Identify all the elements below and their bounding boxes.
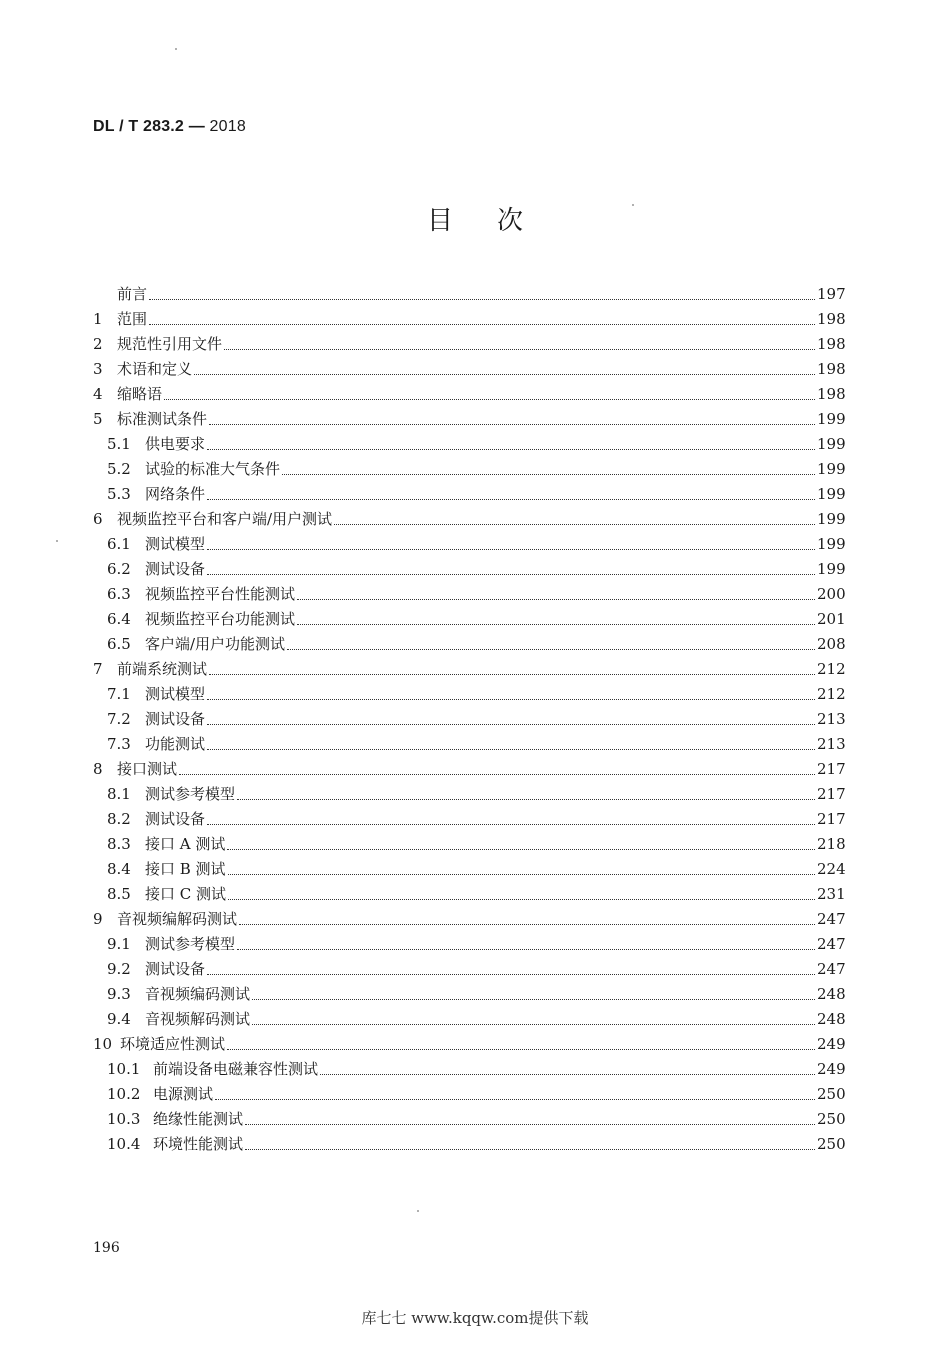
toc-leader-dots: [207, 699, 815, 700]
toc-entry-page: 217: [817, 810, 846, 828]
toc-entry-number: 8.5: [107, 885, 131, 903]
toc-entry-number: 9.2: [107, 960, 131, 978]
toc-leader-dots: [245, 1124, 815, 1125]
toc-entry-page: 250: [817, 1085, 846, 1103]
toc-entry-page: 208: [817, 635, 846, 653]
toc-entry-number: 9: [93, 910, 103, 928]
toc-entry-page: 199: [817, 560, 846, 578]
toc-entry[interactable]: [93, 332, 845, 357]
toc-entry-page: 217: [817, 785, 846, 803]
toc-entry-number: 9.3: [107, 985, 131, 1003]
toc-entry[interactable]: [93, 882, 845, 907]
toc-leader-dots: [194, 374, 815, 375]
toc-entry-page: 249: [817, 1060, 846, 1078]
toc-entry[interactable]: [93, 1032, 845, 1057]
toc-leader-dots: [209, 674, 815, 675]
toc-entry-number: 7.2: [107, 710, 131, 728]
toc-entry-page: 247: [817, 910, 846, 928]
toc-leader-dots: [207, 449, 815, 450]
toc-entry-label: 音视频编解码测试: [117, 910, 238, 928]
toc-entry-page: 199: [817, 435, 846, 453]
toc-entry[interactable]: [93, 832, 845, 857]
toc-entry-number: 8.2: [107, 810, 131, 828]
toc-entry-page: 218: [817, 835, 846, 853]
toc-entry-number: 6: [93, 510, 103, 528]
toc-entry[interactable]: [93, 982, 845, 1007]
scan-speck: [56, 540, 58, 542]
toc-entry-number: 6.3: [107, 585, 131, 603]
toc-leader-dots: [237, 799, 815, 800]
toc-entry-label: 环境性能测试: [153, 1135, 244, 1153]
toc-entry-number: 8.3: [107, 835, 131, 853]
toc-leader-dots: [237, 949, 815, 950]
standard-code-header: [93, 118, 246, 136]
toc-entry-number: 7.1: [107, 685, 131, 703]
toc-entry-page: 201: [817, 610, 846, 628]
toc-leader-dots: [207, 974, 815, 975]
toc-entry-page: 199: [817, 510, 846, 528]
toc-entry-page: 199: [817, 460, 846, 478]
toc-entry-label: 前言: [117, 285, 148, 303]
toc-entry-label: 接口 A 测试: [145, 835, 226, 853]
toc-entry[interactable]: [93, 782, 845, 807]
toc-entry-label: 接口 C 测试: [145, 885, 227, 903]
toc-entry-number: 7: [93, 660, 103, 678]
toc-entry-label: 前端设备电磁兼容性测试: [153, 1060, 319, 1078]
toc-entry-number: 8.1: [107, 785, 131, 803]
toc-entry-page: 248: [817, 1010, 846, 1028]
page-title: 目次: [426, 206, 567, 236]
toc-entry[interactable]: [93, 432, 845, 457]
toc-entry-number: 6.4: [107, 610, 131, 628]
toc-entry-page: 247: [817, 960, 846, 978]
toc-entry-number: 10: [93, 1035, 113, 1053]
toc-leader-dots: [179, 774, 815, 775]
toc-entry[interactable]: [93, 957, 845, 982]
toc-entry-label: 视频监控平台功能测试: [145, 610, 296, 628]
toc-entry[interactable]: [93, 482, 845, 507]
toc-entry[interactable]: [93, 382, 845, 407]
scan-speck: [175, 48, 177, 50]
toc-entry-label: 客户端/用户功能测试: [145, 635, 286, 653]
scan-speck: [417, 1210, 419, 1212]
toc-entry[interactable]: [93, 682, 845, 707]
toc-entry[interactable]: [93, 582, 845, 607]
toc-entry-page: 217: [817, 760, 846, 778]
toc-entry-label: 测试模型: [145, 535, 206, 553]
toc-entry-number: 2: [93, 335, 103, 353]
toc-leader-dots: [287, 649, 815, 650]
standard-year: 2018: [209, 118, 246, 135]
toc-entry-number: 4: [93, 385, 103, 403]
page-number: 196: [93, 1240, 120, 1256]
toc-entry-number: 6.1: [107, 535, 131, 553]
toc-entry-label: 接口测试: [117, 760, 178, 778]
toc-entry-label: 供电要求: [145, 435, 206, 453]
toc-leader-dots: [207, 499, 815, 500]
toc-leader-dots: [227, 1049, 815, 1050]
scan-speck: [632, 204, 634, 206]
toc-entry-number: 6.5: [107, 635, 131, 653]
toc-entry-page: 199: [817, 410, 846, 428]
toc-leader-dots: [228, 899, 815, 900]
toc-entry-page: 231: [817, 885, 846, 903]
toc-entry[interactable]: [93, 1057, 845, 1082]
toc-entry-page: 199: [817, 535, 846, 553]
toc-entry-number: 8.4: [107, 860, 131, 878]
toc-entry-label: 测试设备: [145, 560, 206, 578]
toc-leader-dots: [320, 1074, 815, 1075]
toc-entry-page: 249: [817, 1035, 846, 1053]
toc-entry-label: 标准测试条件: [117, 410, 208, 428]
toc-entry-number: 9.1: [107, 935, 131, 953]
toc-entry-number: 9.4: [107, 1010, 131, 1028]
toc-entry-number: 3: [93, 360, 103, 378]
toc-leader-dots: [227, 849, 815, 850]
toc-entry-label: 视频监控平台性能测试: [145, 585, 296, 603]
toc-leader-dots: [207, 749, 815, 750]
toc-entry-page: 198: [817, 360, 846, 378]
toc-entry-number: 7.3: [107, 735, 131, 753]
toc-leader-dots: [282, 474, 815, 475]
toc-entry[interactable]: [93, 907, 845, 932]
toc-entry[interactable]: [93, 282, 845, 307]
toc-entry-label: 绝缘性能测试: [153, 1110, 244, 1128]
toc-entry-page: 197: [817, 285, 846, 303]
toc-entry-number: 10.3: [107, 1110, 141, 1128]
toc-entry-label: 术语和定义: [117, 360, 193, 378]
toc-entry[interactable]: [93, 532, 845, 557]
toc-entry[interactable]: [93, 857, 845, 882]
download-watermark: 库七七 www.kqqw.com提供下载: [361, 1309, 589, 1327]
toc-entry[interactable]: [93, 807, 845, 832]
toc-leader-dots: [245, 1149, 815, 1150]
toc-entry-label: 测试模型: [145, 685, 206, 703]
toc-leader-dots: [209, 424, 815, 425]
toc-entry[interactable]: [93, 457, 845, 482]
toc-entry[interactable]: [93, 1007, 845, 1032]
toc-entry-label: 测试参考模型: [145, 785, 236, 803]
toc-entry-page: 224: [817, 860, 846, 878]
toc-entry-label: 测试设备: [145, 710, 206, 728]
toc-entry-label: 环境适应性测试: [120, 1035, 226, 1053]
toc-entry-label: 功能测试: [145, 735, 206, 753]
toc-leader-dots: [334, 524, 815, 525]
toc-entry-label: 缩略语: [117, 385, 163, 403]
toc-entry-page: 212: [817, 660, 846, 678]
toc-entry[interactable]: [93, 607, 845, 632]
toc-leader-dots: [224, 349, 815, 350]
toc-entry[interactable]: [93, 657, 845, 682]
table-of-contents: [93, 282, 845, 1157]
toc-entry-label: 测试参考模型: [145, 935, 236, 953]
toc-leader-dots: [207, 824, 815, 825]
toc-entry-number: 10.2: [107, 1085, 141, 1103]
toc-entry-number: 5.3: [107, 485, 131, 503]
toc-leader-dots: [252, 1024, 815, 1025]
toc-entry-number: 10.4: [107, 1135, 141, 1153]
toc-entry-page: 213: [817, 710, 846, 728]
toc-entry-number: 1: [93, 310, 103, 328]
toc-entry-page: 250: [817, 1135, 846, 1153]
toc-entry[interactable]: [93, 357, 845, 382]
toc-leader-dots: [297, 624, 815, 625]
toc-leader-dots: [252, 999, 815, 1000]
toc-entry-page: 248: [817, 985, 846, 1003]
toc-entry-page: 200: [817, 585, 846, 603]
toc-leader-dots: [215, 1099, 815, 1100]
toc-entry[interactable]: [93, 1082, 845, 1107]
toc-entry-label: 试验的标准大气条件: [145, 460, 281, 478]
toc-entry[interactable]: [93, 632, 845, 657]
standard-code: DL / T 283.2: [93, 118, 185, 135]
toc-entry-page: 199: [817, 485, 846, 503]
toc-entry-label: 音视频编码测试: [145, 985, 251, 1003]
toc-entry-label: 测试设备: [145, 810, 206, 828]
toc-entry[interactable]: [93, 1107, 845, 1132]
toc-entry[interactable]: [93, 732, 845, 757]
toc-entry[interactable]: [93, 707, 845, 732]
toc-entry[interactable]: [93, 932, 845, 957]
toc-entry[interactable]: [93, 407, 845, 432]
toc-entry-number: 5.1: [107, 435, 131, 453]
code-separator: —: [184, 118, 210, 135]
toc-leader-dots: [228, 874, 815, 875]
toc-entry-page: 198: [817, 335, 846, 353]
toc-leader-dots: [164, 399, 815, 400]
toc-entry-label: 视频监控平台和客户端/用户测试: [117, 510, 333, 528]
toc-leader-dots: [207, 549, 815, 550]
toc-entry-label: 接口 B 测试: [145, 860, 226, 878]
toc-leader-dots: [239, 924, 815, 925]
toc-entry-label: 网络条件: [145, 485, 206, 503]
toc-entry-number: 5.2: [107, 460, 131, 478]
toc-entry-page: 250: [817, 1110, 846, 1128]
toc-entry-page: 212: [817, 685, 846, 703]
toc-entry-number: 6.2: [107, 560, 131, 578]
toc-entry-page: 198: [817, 385, 846, 403]
toc-entry-label: 前端系统测试: [117, 660, 208, 678]
toc-entry-number: 8: [93, 760, 103, 778]
toc-entry-number: 10.1: [107, 1060, 141, 1078]
toc-leader-dots: [297, 599, 815, 600]
toc-entry-page: 247: [817, 935, 846, 953]
toc-entry[interactable]: [93, 757, 845, 782]
toc-entry-label: 音视频解码测试: [145, 1010, 251, 1028]
toc-leader-dots: [149, 299, 815, 300]
toc-entry-page: 198: [817, 310, 846, 328]
toc-entry[interactable]: [93, 507, 845, 532]
toc-entry-label: 电源测试: [153, 1085, 214, 1103]
toc-entry[interactable]: [93, 307, 845, 332]
toc-leader-dots: [149, 324, 815, 325]
toc-leader-dots: [207, 724, 815, 725]
toc-entry-label: 测试设备: [145, 960, 206, 978]
toc-entry[interactable]: [93, 1132, 845, 1157]
toc-entry[interactable]: [93, 557, 845, 582]
toc-entry-label: 规范性引用文件: [117, 335, 223, 353]
toc-entry-number: 5: [93, 410, 103, 428]
toc-leader-dots: [207, 574, 815, 575]
toc-entry-page: 213: [817, 735, 846, 753]
toc-entry-label: 范围: [117, 310, 148, 328]
